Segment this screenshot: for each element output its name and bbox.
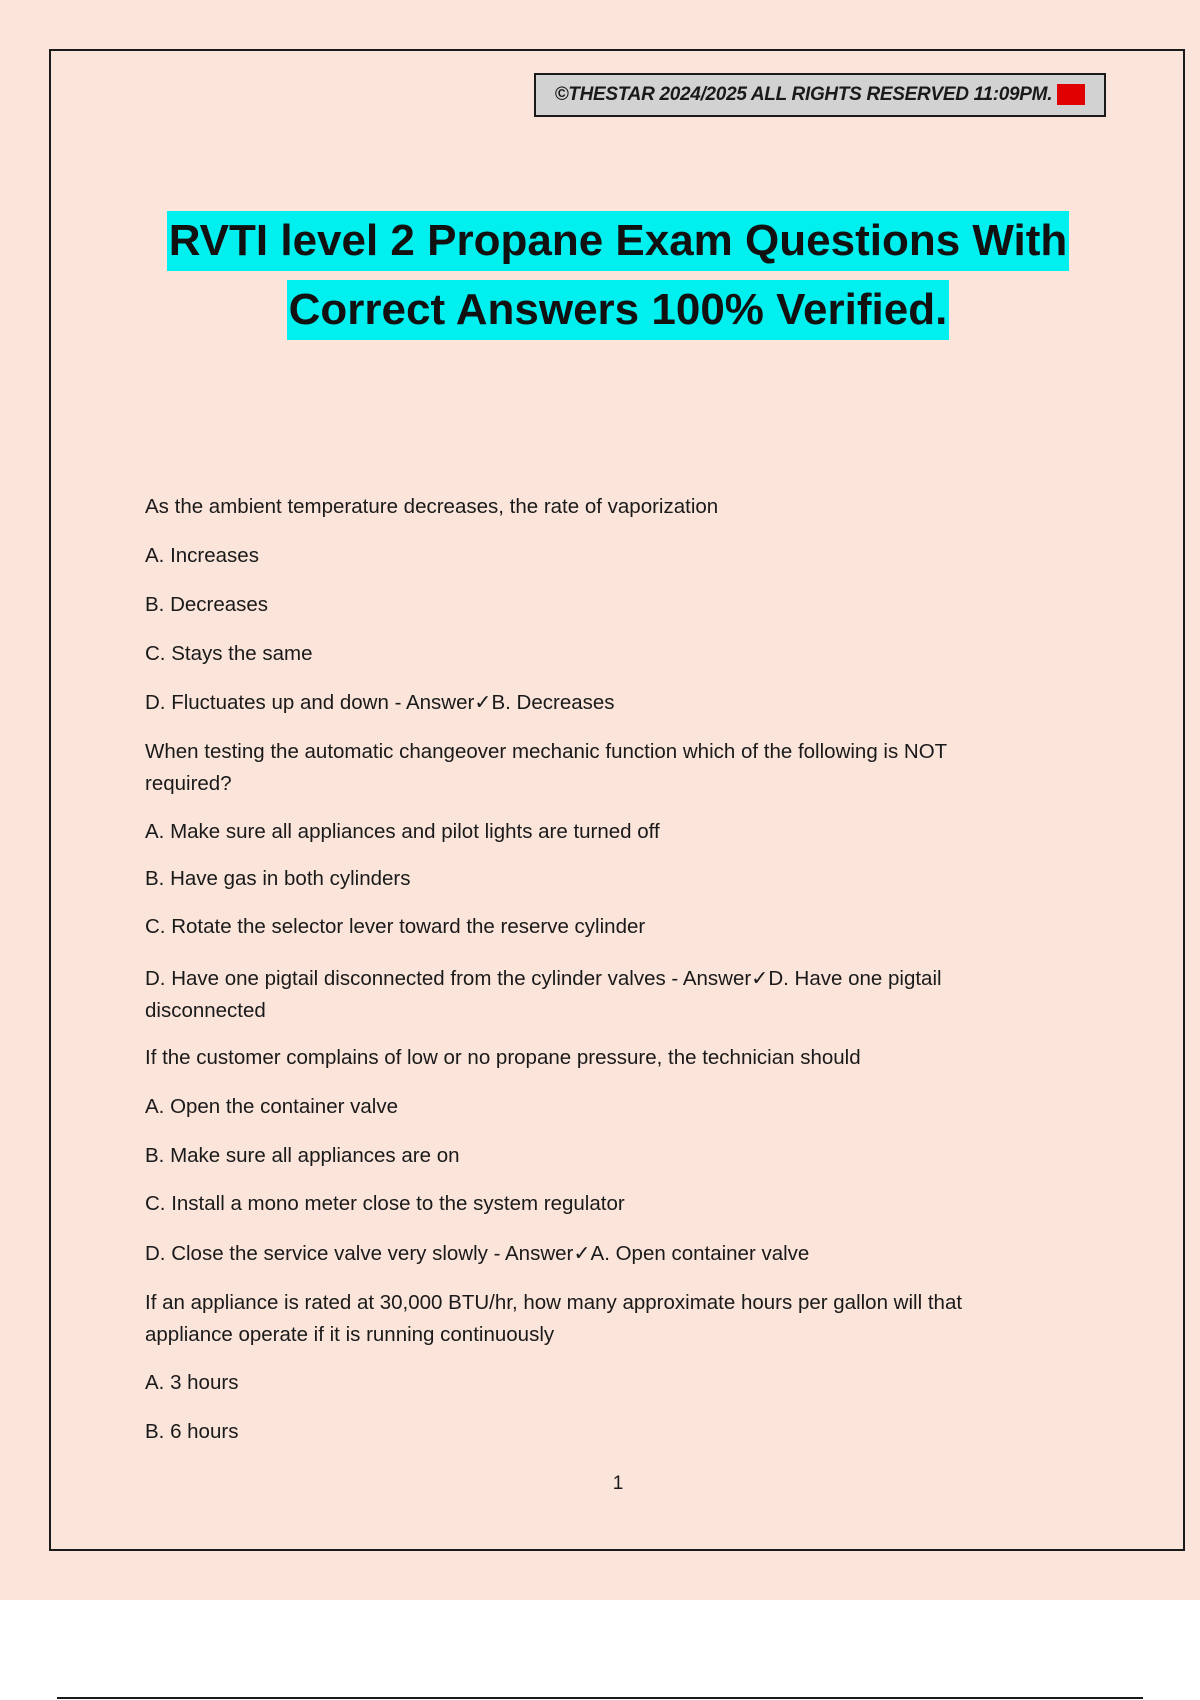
- question-3-option-b: B. Make sure all appliances are on: [145, 1144, 460, 1167]
- question-4-option-b: B. 6 hours: [145, 1420, 239, 1443]
- question-1-text: As the ambient temperature decreases, the rate of vaporization: [145, 495, 719, 518]
- title-line-1: RVTI level 2 Propane Exam Questions With: [167, 211, 1070, 271]
- question-1-option-d-answer: D. Fluctuates up and down - Answer✓B. Decreases: [145, 691, 615, 714]
- document-title: [0, 208, 1200, 346]
- copyright-text: ©THESTAR 2024/2025 ALL RIGHTS RESERVED 11:09PM.: [554, 84, 1053, 105]
- title-line-2: Correct Answers 100% Verified.: [287, 280, 950, 340]
- question-3-text: If the customer complains of low or no propane pressure, the technician should: [145, 1046, 861, 1069]
- question-2-option-a: A. Make sure all appliances and pilot lights are turned off: [145, 820, 660, 843]
- question-4-option-a: A. 3 hours: [145, 1371, 239, 1394]
- question-2-option-d-answer: D. Have one pigtail disconnected from the cylinder valves - Answer✓D. Have one pigtail disconnected: [145, 967, 942, 1022]
- question-1-option-c: C. Stays the same: [145, 642, 313, 665]
- question-3-option-c: C. Install a mono meter close to the system regulator: [145, 1192, 625, 1215]
- question-3-option-d-answer: D. Close the service valve very slowly - Answer✓A. Open container valve: [145, 1242, 810, 1265]
- page-number: 1: [612, 1473, 624, 1494]
- question-3-option-a: A. Open the container valve: [145, 1095, 398, 1118]
- copyright-banner: [534, 73, 1106, 117]
- question-2-option-b: B. Have gas in both cylinders: [145, 867, 411, 890]
- question-2-option-c: C. Rotate the selector lever toward the reserve cylinder: [145, 915, 646, 938]
- question-1-option-b: B. Decreases: [145, 593, 269, 616]
- question-4-text: If an appliance is rated at 30,000 BTU/hr, how many approximate hours per gallon will that appliance operate if it is running continuously: [145, 1291, 963, 1346]
- question-1-option-a: A. Increases: [145, 544, 259, 567]
- next-page-top-rule: [57, 1697, 1143, 1699]
- question-2-text: When testing the automatic changeover mechanic function which of the following is NOT required?: [145, 740, 947, 795]
- grade-badge: A+: [1059, 84, 1084, 105]
